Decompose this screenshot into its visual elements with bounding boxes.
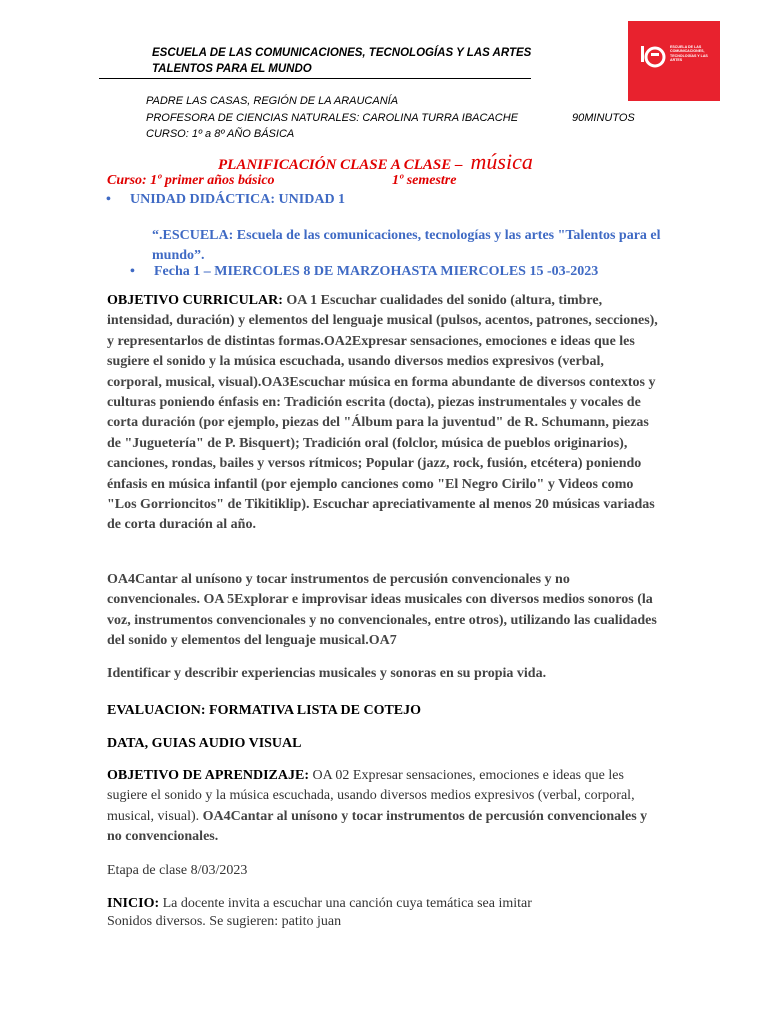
school-header (152, 45, 531, 77)
date-text: Fecha 1 – MIERCOLES 8 DE MARZOHASTA MIERCOLES 15 -03-2023 (154, 264, 599, 279)
learning-objective-oa4: OA4Cantar al unísono y tocar instrumentos de percusión convencionales y no convencionales. (107, 808, 648, 845)
course-range: CURSO: 1º a 8º AÑO BÁSICA (146, 128, 295, 140)
curricular-objective-label: OBJETIVO CURRICULAR: (107, 293, 283, 308)
logo-mark-icon (638, 43, 666, 69)
plan-title-prefix: PLANIFICACIÓN CLASE A CLASE – (218, 157, 463, 173)
school-logo (628, 21, 720, 101)
curricular-objective-text: OA 1 Escuchar cualidades del sonido (altura, timbre, intensidad, duración) y elementos del lenguaje musical (pulsos, acentos, patrones, secciones), y representarlos de distintas formas.OA2Expresar sensaciones, emociones e ideas que les sugiere el sonido y la música escuchada, usando diversos medios expresivos (verbal, corporal, musical, visual).OA3Escuchar música en forma abundante de diversos contextos y culturas poniendo énfasis en: Tradición escrita (docta), piezas instrumentales y vocales de corta duración (por ejemplo, piezas del "Álbum para la juventud" de R. Schumann, piezas de "Juguetería" de P. Bisquert); Tradición oral (folclor, música de pueblos originarios), canciones, rondas, bailes y versos rítmicos; Popular (jazz, rock, fusión, etcétera) poniendo énfasis en música infantil (por ejemplo canciones como "El Negro Cirilo" y Videos como "Los Gorrioncitos" de Tikitiklip). Escuchar apreciativamente al menos 20 músicas variadas de corta duración al año. (107, 293, 658, 533)
logo-text: ESCUELA DE LAS COMUNICACIONES, TECNOLOGÍAS Y LAS ARTES (670, 45, 708, 63)
start-text-2: Sonidos diversos. Se sugieren: patito juan (107, 913, 342, 929)
semester: 1º semestre (392, 173, 457, 188)
course-line (107, 173, 457, 189)
location: PADRE LAS CASAS, REGIÓN DE LA ARAUCANÍA (146, 95, 399, 107)
start-text: La docente invita a escuchar una canción cuya temática sea imitar (159, 896, 532, 911)
header-details (146, 93, 635, 143)
start-label: INICIO: (107, 896, 160, 911)
unit-text: UNIDAD DIDÁCTICA: UNIDAD 1 (130, 192, 346, 207)
learning-objective-text: OA 02 Expresar sensaciones, emociones e ideas que les sugiere el sonido y la música escuchada, usando diversos medios expresivos (verbal, corporal, musical, visual). (107, 768, 635, 824)
teacher-row (146, 110, 635, 127)
learning-objective-label: OBJETIVO DE APRENDIZAJE: (107, 768, 309, 783)
learning-objective (107, 766, 662, 848)
plan-title (218, 149, 533, 175)
bullet-icon: • (130, 264, 135, 279)
class-stage: Etapa de clase 8/03/2023 (107, 863, 248, 878)
school-name: ESCUELA DE LAS COMUNICACIONES, TECNOLOGÍAS Y LAS ARTES (152, 47, 532, 59)
evaluation: EVALUACION: FORMATIVA LISTA DE COTEJO (107, 703, 422, 718)
school-quote: “.ESCUELA: Escuela de las comunicaciones, tecnologías y las artes "Talentos para el mundo”. (152, 228, 661, 263)
unit-line (106, 192, 345, 208)
teacher: PROFESORA DE CIENCIAS NATURALES: CAROLINA TURRA IBACACHE (146, 111, 519, 124)
duration: 90MINUTOS (572, 111, 635, 124)
course-label: Curso: 1º primer años básico (107, 173, 275, 188)
curricular-objective (107, 291, 662, 536)
date-line (130, 264, 598, 280)
subject-title: música (470, 149, 533, 174)
oa4-paragraph: OA4Cantar al unísono y tocar instrumentos de percusión convencionales y no convencionales. OA 5Explorar e improvisar ideas musicales con diversos medios sonoros (la voz, instrumentos convencionales y no convencionales, entre otros), utilizando las cualidades del sonido y elementos del lenguaje musical.OA7 (107, 572, 657, 649)
resources: DATA, GUIAS AUDIO VISUAL (107, 736, 302, 751)
bullet-icon: • (106, 192, 111, 207)
identify-paragraph: Identificar y describir experiencias musicales y sonoras en su propia vida. (107, 666, 547, 681)
start-section (107, 895, 662, 930)
header-divider (99, 78, 531, 79)
school-motto: TALENTOS PARA EL MUNDO (152, 63, 312, 75)
